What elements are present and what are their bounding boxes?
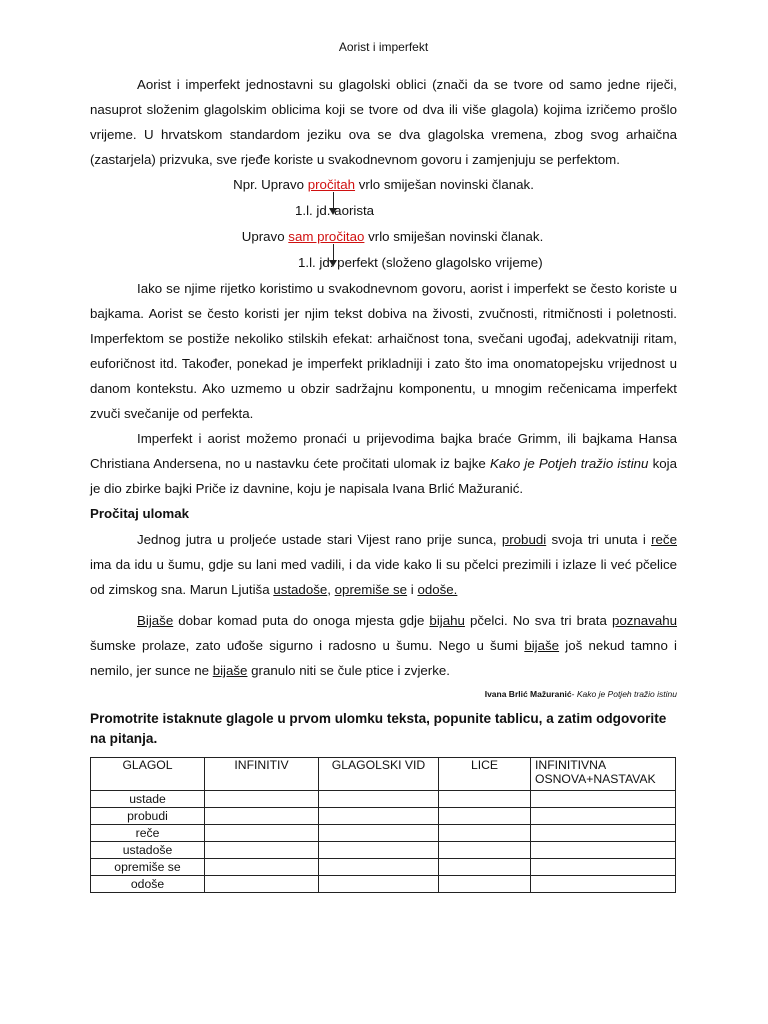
example-perfekt	[90, 224, 677, 250]
text: koja je dio zbirke bajki Priče iz davnine, koju je napisala Ivana Brlić Mažuranić.	[90, 456, 677, 496]
source-title: Kako je Potjeh tražio istinu	[576, 689, 677, 699]
note-text: 1.l. jd. aorista	[295, 203, 375, 218]
section-heading: Pročitaj ulomak	[90, 506, 190, 521]
highlighted-verb: odoše.	[417, 582, 458, 597]
vid-cell[interactable]	[319, 825, 439, 842]
lice-cell[interactable]	[439, 808, 531, 825]
text: Imperfekt i aorist možemo pronaći u prijevodima bajka braće Grimm, ili bajkama Hansa Christiana Andersena, no u nastavku ćete pročitati ulomak iz bajke	[90, 431, 677, 471]
separator: -	[571, 689, 577, 699]
table-row	[91, 842, 676, 859]
paragraph-usage: Iako se njime rijetko koristimo u svakodnevnom govoru, aorist i imperfekt se često koriste u bajkama. Aorist se često koristi jer njim tekst dobiva na živosti, zvučnosti, ritmičnosti i poletnosti. Imperfektom se postiže nekoliko stilskih efekat: arhaičnost tona, svečani ugođaj, adekvatniji ritam, euforičnost itd. Također, ponekad je imperfekt prikladniji i zato što ima onomatopejsku vrijednost u danom kontekstu. Ako uzmemo u obzir sadržajnu komponentu, u mnogim rečenicama imperfekt zvuči svečanije od perfekta.	[90, 281, 677, 421]
example-text: Npr. Upravo	[233, 177, 308, 192]
vid-cell[interactable]	[319, 876, 439, 893]
text: Jednog jutra u proljeće ustade stari Vijest rano prije sunca,	[137, 532, 502, 547]
excerpt-paragraph-1	[90, 527, 677, 602]
text: i	[407, 582, 418, 597]
osnova-cell[interactable]	[531, 859, 676, 876]
vid-cell[interactable]	[319, 791, 439, 808]
table-row	[91, 876, 676, 893]
task-instructions: Promotrite istaknute glagole u prvom ulomku teksta, popunite tablicu, a zatim odgovorite na pitanja.	[90, 711, 667, 746]
table-row	[91, 791, 676, 808]
paragraph-sources	[90, 426, 677, 501]
lice-cell[interactable]	[439, 791, 531, 808]
table-row	[91, 825, 676, 842]
header-infinitiv: INFINITIV	[205, 758, 319, 791]
osnova-cell[interactable]	[531, 876, 676, 893]
osnova-cell[interactable]	[531, 808, 676, 825]
highlighted-verb: probudi	[501, 532, 547, 547]
example-aorist	[90, 172, 677, 198]
vid-cell[interactable]	[319, 808, 439, 825]
highlighted-verb: Bijaše	[137, 613, 174, 628]
book-title: Kako je Potjeh tražio istinu	[489, 456, 649, 471]
text: ,	[327, 582, 335, 597]
verb-cell: odoše	[91, 876, 205, 893]
verb-cell: opremiše se	[91, 859, 205, 876]
header-osnova: INFINITIVNA OSNOVA+NASTAVAK	[531, 758, 676, 791]
lice-cell[interactable]	[439, 825, 531, 842]
infinitiv-cell[interactable]	[205, 876, 319, 893]
text: šumske prolaze, zato uđoše sigurno i radosno u šumu. Nego u šumi	[90, 638, 525, 653]
infinitiv-cell[interactable]	[205, 842, 319, 859]
verb-cell: ustade	[91, 791, 205, 808]
example-perfekt-note	[90, 250, 677, 276]
header-lice: LICE	[439, 758, 531, 791]
header-glagol: GLAGOL	[91, 758, 205, 791]
document-title: Aorist i imperfekt	[338, 40, 429, 54]
highlighted-verb: bijaše	[212, 663, 248, 678]
text: još nekud tamno i nemilo, jer sunce ne	[90, 638, 677, 678]
source-attribution	[90, 689, 677, 699]
vid-cell[interactable]	[319, 842, 439, 859]
infinitiv-cell[interactable]	[205, 859, 319, 876]
intro-paragraph: Aorist i imperfekt jednostavni su glagolski oblici (znači da se tvore od samo jedne riječi, nasuprot složenim glagolskim oblicima koji se tvore od dva ili više glagola) kojima izričemo prošlo vrijeme. U hrvatskom standardom jeziku ova se dva glagolska vremena, zbog svog arhaična (zastarjela) prizvuka, sve rjeđe koriste u svakodnevnom govoru i zamjenjuju se perfektom.	[90, 77, 677, 167]
highlighted-verb: ustadoše	[273, 582, 328, 597]
lice-cell[interactable]	[439, 842, 531, 859]
highlighted-verb: poznavahu	[611, 613, 678, 628]
highlighted-verb: bijaše	[524, 638, 560, 653]
example-verb-aorist: pročitah	[307, 177, 356, 192]
osnova-cell[interactable]	[531, 842, 676, 859]
vid-cell[interactable]	[319, 859, 439, 876]
example-text: vrlo smiješan novinski članak.	[364, 229, 544, 244]
example-text: Upravo	[241, 229, 289, 244]
highlighted-verb: reče	[651, 532, 677, 547]
source-author: Ivana Brlić Mažuranić	[484, 689, 572, 699]
infinitiv-cell[interactable]	[205, 808, 319, 825]
lice-cell[interactable]	[439, 876, 531, 893]
excerpt-paragraph-2	[90, 608, 677, 683]
table-row	[91, 808, 676, 825]
infinitiv-cell[interactable]	[205, 791, 319, 808]
verb-cell: probudi	[91, 808, 205, 825]
table-header-row	[91, 758, 676, 791]
verb-cell: ustadoše	[91, 842, 205, 859]
infinitiv-cell[interactable]	[205, 825, 319, 842]
note-text: 1.l. jd. perfekt (složeno glagolsko vrijeme)	[298, 255, 543, 270]
lice-cell[interactable]	[439, 859, 531, 876]
text: svoja tri unuta i	[546, 532, 652, 547]
osnova-cell[interactable]	[531, 825, 676, 842]
text: dobar komad puta do onoga mjesta gdje	[173, 613, 430, 628]
text: pčelci. No sva tri brata	[464, 613, 612, 628]
example-text: vrlo smiješan novinski članak.	[355, 177, 534, 192]
example-aorist-note	[90, 198, 677, 224]
verb-table	[90, 757, 676, 893]
highlighted-verb: opremiše se	[334, 582, 408, 597]
text: granulo niti se čule ptice i zvjerke.	[247, 663, 450, 678]
document-page	[90, 36, 677, 893]
table-row	[91, 859, 676, 876]
verb-cell: reče	[91, 825, 205, 842]
example-verb-perfekt: sam pročitao	[288, 229, 365, 244]
header-glagolski-vid: GLAGOLSKI VID	[319, 758, 439, 791]
highlighted-verb: bijahu	[429, 613, 465, 628]
osnova-cell[interactable]	[531, 791, 676, 808]
text: ima da idu u šumu, gdje su lani med vadili, i da vide kako li su pčelci prezimili i izlaze li već pčelice od zimskog sna. Marun Ljutiša	[90, 557, 677, 597]
